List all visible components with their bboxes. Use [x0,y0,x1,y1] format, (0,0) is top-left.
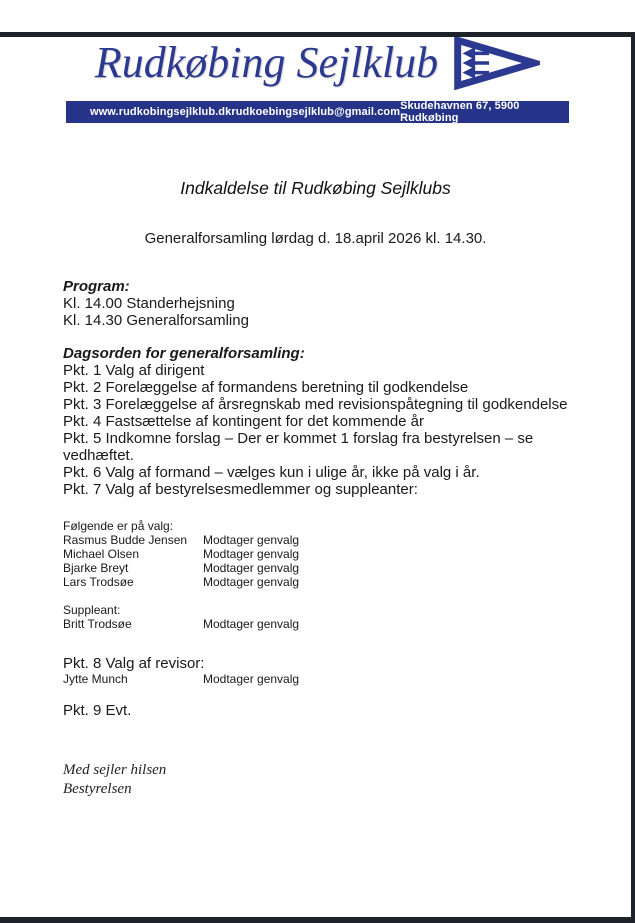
agenda-list [63,362,568,498]
document-page [0,32,635,923]
candidate-name: Bjarke Breyt [63,561,129,575]
misc-item: Pkt. 9 Evt. [63,702,132,719]
candidate-status: Modtager genvalg [203,617,300,631]
agenda-item: Pkt. 5 Indkomne forslag – Der er kommet 1 forslag fra bestyrelsen – se vedhæftet. [63,430,534,464]
program-item: Kl. 14.00 Standerhejsning [63,295,235,312]
email-text: rudkoebingsejlklub@gmail.com [231,106,401,118]
candidate-row [63,672,568,686]
candidate-name: Michael Olsen [63,547,140,561]
candidate-name: Jytte Munch [63,672,128,686]
closing-salutation: Med sejler hilsen [63,762,167,778]
election-heading: Følgende er på valg: [63,519,174,533]
agenda-item: Pkt. 7 Valg af bestyrelsesmedlemmer og suppleanter: [63,481,418,498]
scan-edge-bottom [0,917,635,923]
pennant-flag-icon [452,36,540,90]
candidate-row [63,561,568,575]
candidate-name: Rasmus Budde Jensen [63,533,188,547]
substitute-heading: Suppleant: [63,603,121,617]
candidate-row [63,547,568,561]
candidate-status: Modtager genvalg [203,547,300,561]
closing-section [63,761,568,799]
program-item: Kl. 14.30 Generalforsamling [63,312,249,329]
candidate-status: Modtager genvalg [203,561,300,575]
agenda-item: Pkt. 2 Forelæggelse af formandens beretning til godkendelse [63,379,469,396]
auditor-section [63,655,568,686]
candidate-name: Britt Trodsøe [63,617,132,631]
scan-edge-top [0,32,635,37]
candidate-status: Modtager genvalg [203,533,300,547]
agenda-heading: Dagsorden for generalforsamling: [63,345,305,362]
election-section [63,519,568,631]
letter-body [63,178,568,799]
agenda-item: Pkt. 1 Valg af dirigent [63,362,205,379]
candidate-status: Modtager genvalg [203,672,300,686]
agenda-item: Pkt. 4 Fastsættelse af kontingent for det kommende år [63,413,425,430]
program-heading: Program: [63,278,130,295]
document-title: Indkaldelse til Rudkøbing Sejlklubs [180,178,451,198]
closing-signature: Bestyrelsen [63,781,132,797]
program-section [63,278,568,329]
candidate-row [63,575,568,589]
club-name: Rudkøbing Sejlklub [94,38,439,87]
letterhead [0,32,635,123]
substitute-block [63,603,568,631]
agenda-item: Pkt. 6 Valg af formand – vælges kun i ulige år, ikke på valg i år. [63,464,480,481]
auditor-heading: Pkt. 8 Valg af revisor: [63,655,205,672]
program-list [63,295,568,329]
candidate-name: Lars Trodsøe [63,575,134,589]
agenda-section [63,345,568,498]
brand-row [0,32,635,94]
address-text: Skudehavnen 67, 5900 Rudkøbing [400,100,520,124]
agenda-item: Pkt. 3 Forelæggelse af årsregnskab med revisionspåtegning til godkendelse [63,396,568,413]
website-text: www.rudkobingsejlklub.dk [90,106,232,118]
candidate-row [63,617,568,631]
document-subtitle: Generalforsamling lørdag d. 18.april 2026 kl. 14.30. [144,230,487,247]
candidate-row [63,533,568,547]
candidate-status: Modtager genvalg [203,575,300,589]
candidate-table [63,533,568,589]
scan-edge-right [631,32,635,923]
contact-bar [66,101,569,123]
